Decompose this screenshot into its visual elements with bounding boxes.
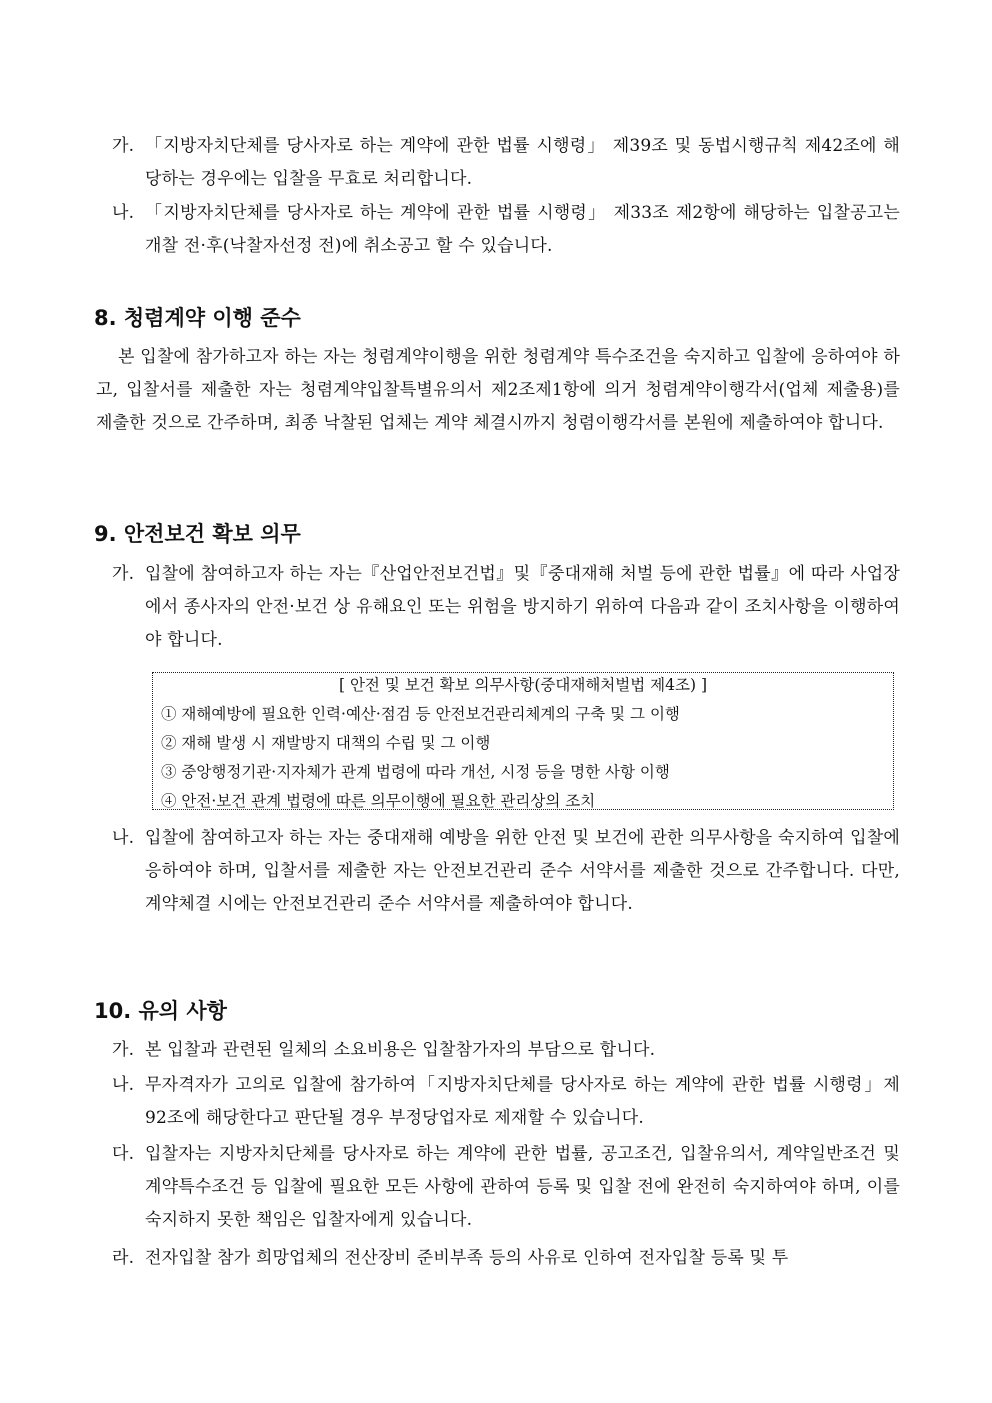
box-line: ① 재해예방에 필요한 인력·예산·점검 등 안전보건관리체계의 구축 및 그 이행 bbox=[161, 705, 680, 723]
list-item bbox=[112, 1069, 900, 1135]
item-marker: 나. bbox=[112, 828, 135, 848]
list-item bbox=[112, 197, 900, 263]
box-line: ④ 안전·보건 관계 법령에 따른 의무이행에 필요한 관리상의 조치 bbox=[161, 792, 596, 810]
box-line: ② 재해 발생 시 재발방지 대책의 수립 및 그 이행 bbox=[161, 734, 491, 752]
item-text: 전자입찰 참가 희망업체의 전산장비 준비부족 등의 사유로 인하여 전자입찰 등록 및 투 bbox=[145, 1248, 789, 1268]
list-item bbox=[112, 130, 900, 196]
item-text: 「지방자치단체를 당사자로 하는 계약에 관한 법률 시행령」 제39조 및 동법시행규칙 제42조에 해당하는 경우에는 입찰을 무효로 처리합니다. bbox=[145, 136, 900, 189]
list-item bbox=[112, 558, 900, 657]
item-marker: 가. bbox=[112, 136, 135, 156]
list-item bbox=[112, 1034, 900, 1067]
item-text: 입찰자는 지방자치단체를 당사자로 하는 계약에 관한 법률, 공고조건, 입찰유의서, 계약일반조건 및 계약특수조건 등 입찰에 필요한 모든 사항에 관하여 등록 및 입찰 전에 완전히 숙지하여야 하며, 이를 숙지하지 못한 책임은 입찰자에게 있습니다. bbox=[145, 1144, 900, 1230]
section-heading: 8. 청렴계약 이행 준수 bbox=[94, 306, 301, 330]
section-body: 본 입찰에 참가하고자 하는 자는 청렴계약이행을 위한 청렴계약 특수조건을 숙지하고 입찰에 응하여야 하고, 입찰서를 제출한 자는 청렴계약입찰특별유의서 제2조제1항에 의거 청렴계약이행각서(업체 제출용)를 제출한 것으로 간주하며, 최종 낙찰된 업체는 계약 체결시까지 청렴이행각서를 본원에 제출하여야 합니다. bbox=[96, 347, 900, 433]
list-item bbox=[112, 822, 900, 921]
item-text: 입찰에 참여하고자 하는 자는『산업안전보건법』및『중대재해 처벌 등에 관한 법률』에 따라 사업장에서 종사자의 안전·보건 상 유해요인 또는 위험을 방지하기 위하여 다음과 같이 조치사항을 이행하여야 합니다. bbox=[145, 564, 900, 650]
box-title: [ 안전 및 보건 확보 의무사항(중대재해처벌법 제4조) ] bbox=[338, 676, 707, 694]
item-marker: 가. bbox=[112, 1040, 135, 1060]
item-text: 입찰에 참여하고자 하는 자는 중대재해 예방을 위한 안전 및 보건에 관한 의무사항을 숙지하여 입찰에 응하여야 하며, 입찰서를 제출한 자는 안전보건관리 준수 서약서를 제출한 것으로 간주합니다. 다만, 계약체결 시에는 안전보건관리 준수 서약서를 제출하여야 합니다. bbox=[145, 828, 900, 914]
item-marker: 가. bbox=[112, 564, 135, 584]
list-item bbox=[112, 1242, 900, 1275]
item-marker: 다. bbox=[112, 1144, 135, 1164]
obligations-box bbox=[152, 672, 894, 810]
item-text: 본 입찰과 관련된 일체의 소요비용은 입찰참가자의 부담으로 합니다. bbox=[145, 1040, 656, 1060]
box-line: ③ 중앙행정기관·지자체가 관계 법령에 따라 개선, 시정 등을 명한 사항 이행 bbox=[161, 763, 670, 781]
section-heading: 9. 안전보건 확보 의무 bbox=[94, 522, 301, 546]
item-text: 무자격자가 고의로 입찰에 참가하여「지방자치단체를 당사자로 하는 계약에 관한 법률 시행령」제92조에 해당한다고 판단될 경우 부정당업자로 제재할 수 있습니다. bbox=[145, 1075, 900, 1128]
list-item bbox=[112, 1138, 900, 1237]
section-heading: 10. 유의 사항 bbox=[94, 999, 227, 1023]
item-marker: 라. bbox=[112, 1248, 135, 1268]
item-marker: 나. bbox=[112, 203, 135, 223]
item-marker: 나. bbox=[112, 1075, 135, 1095]
item-text: 「지방자치단체를 당사자로 하는 계약에 관한 법률 시행령」 제33조 제2항에 해당하는 입찰공고는 개찰 전·후(낙찰자선정 전)에 취소공고 할 수 있습니다. bbox=[145, 203, 900, 256]
